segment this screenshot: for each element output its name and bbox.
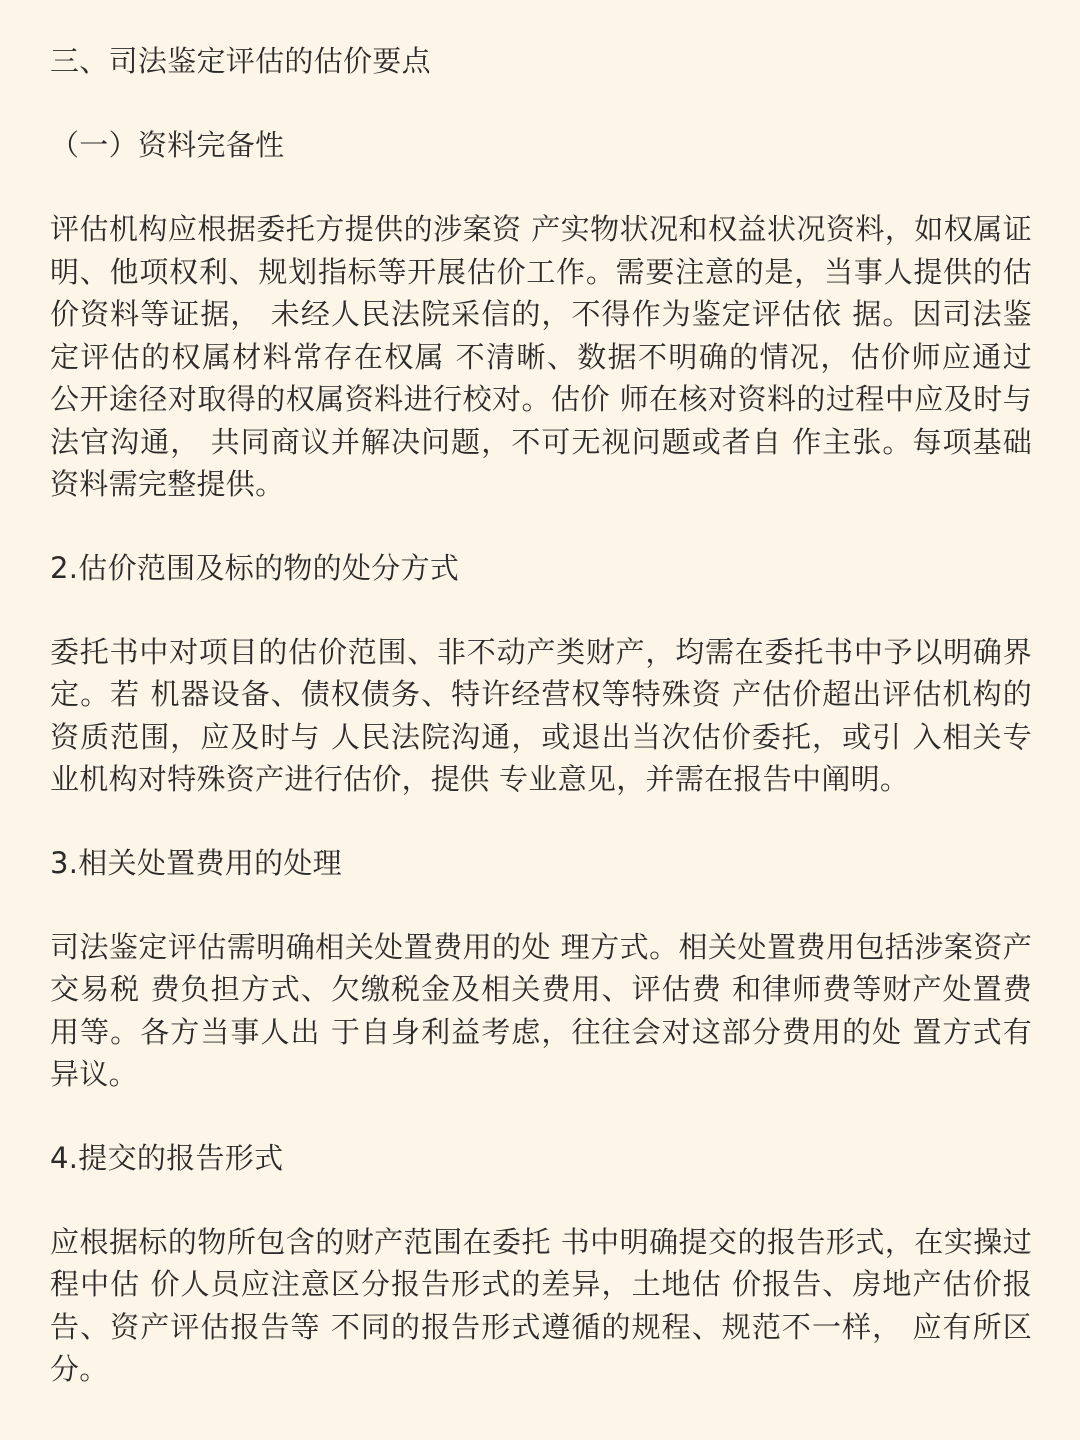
subheading-completeness: （一）资料完备性 [50,128,285,162]
paragraph-valuation-scope: 委托书中对项目的估价范围、非不动产类财产，均需在委托书中予以明确界定。若 机器设备、债权债务、特许经营权等特殊资 产估价超出评估机构的资质范围，应及时与 人民法院沟通，或退出当次估价委托，或引 入相关专业机构对特殊资产进行估价，提供 专业意见，并需在报告中阐明。 [50,634,1032,796]
subheading-disposal-costs: 3.相关处置费用的处理 [50,845,342,880]
paragraph-disposal-costs: 司法鉴定评估需明确相关处置费用的处 理方式。相关处置费用包括涉案资产交易税 费负担方式、欠缴税金及相关费用、评估费 和律师费等财产处置费用等。各方当事人出 于自身利益考虑，往往会对这部分费用的处 置方式有异议。 [50,929,1032,1091]
subheading-report-form: 4.提交的报告形式 [50,1140,284,1175]
subheading-valuation-scope: 2.估价范围及标的物的处分方式 [50,550,460,585]
paragraph-completeness: 评估机构应根据委托方提供的涉案资 产实物状况和权益状况资料，如权属证明、他项权利、规划指标等开展估价工作。需要注意的是，当事人提供的估价资料等证据， 未经人民法院采信的，不得作为鉴定评估依 据。因司法鉴定评估的权属材料常存在权属 不清晰、数据不明确的情况，估价师应通过 公开途径对取得的权属资料进行校对。估价 师在核对资料的过程中应及时与法官沟通， 共同商议并解决问题，不可无视问题或者自 作主张。每项基础资料需完整提供。 [50,212,1032,501]
spacer [50,589,1032,631]
spacer [50,1179,1032,1221]
paragraph-report-form: 应根据标的物所包含的财产范围在委托 书中明确提交的报告形式，在实操过程中估 价人员应注意区分报告形式的差异，土地估 价报告、房地产估价报告、资产评估报告等 不同的报告形式遵循的规程、规范不一样， 应有所区分。 [50,1224,1032,1386]
spacer [50,166,1032,208]
spacer [50,1096,1032,1137]
spacer [50,82,1032,124]
section-heading: 三、司法鉴定评估的估价要点 [50,44,431,78]
spacer [50,506,1032,547]
spacer [50,884,1032,926]
spacer [50,801,1032,842]
